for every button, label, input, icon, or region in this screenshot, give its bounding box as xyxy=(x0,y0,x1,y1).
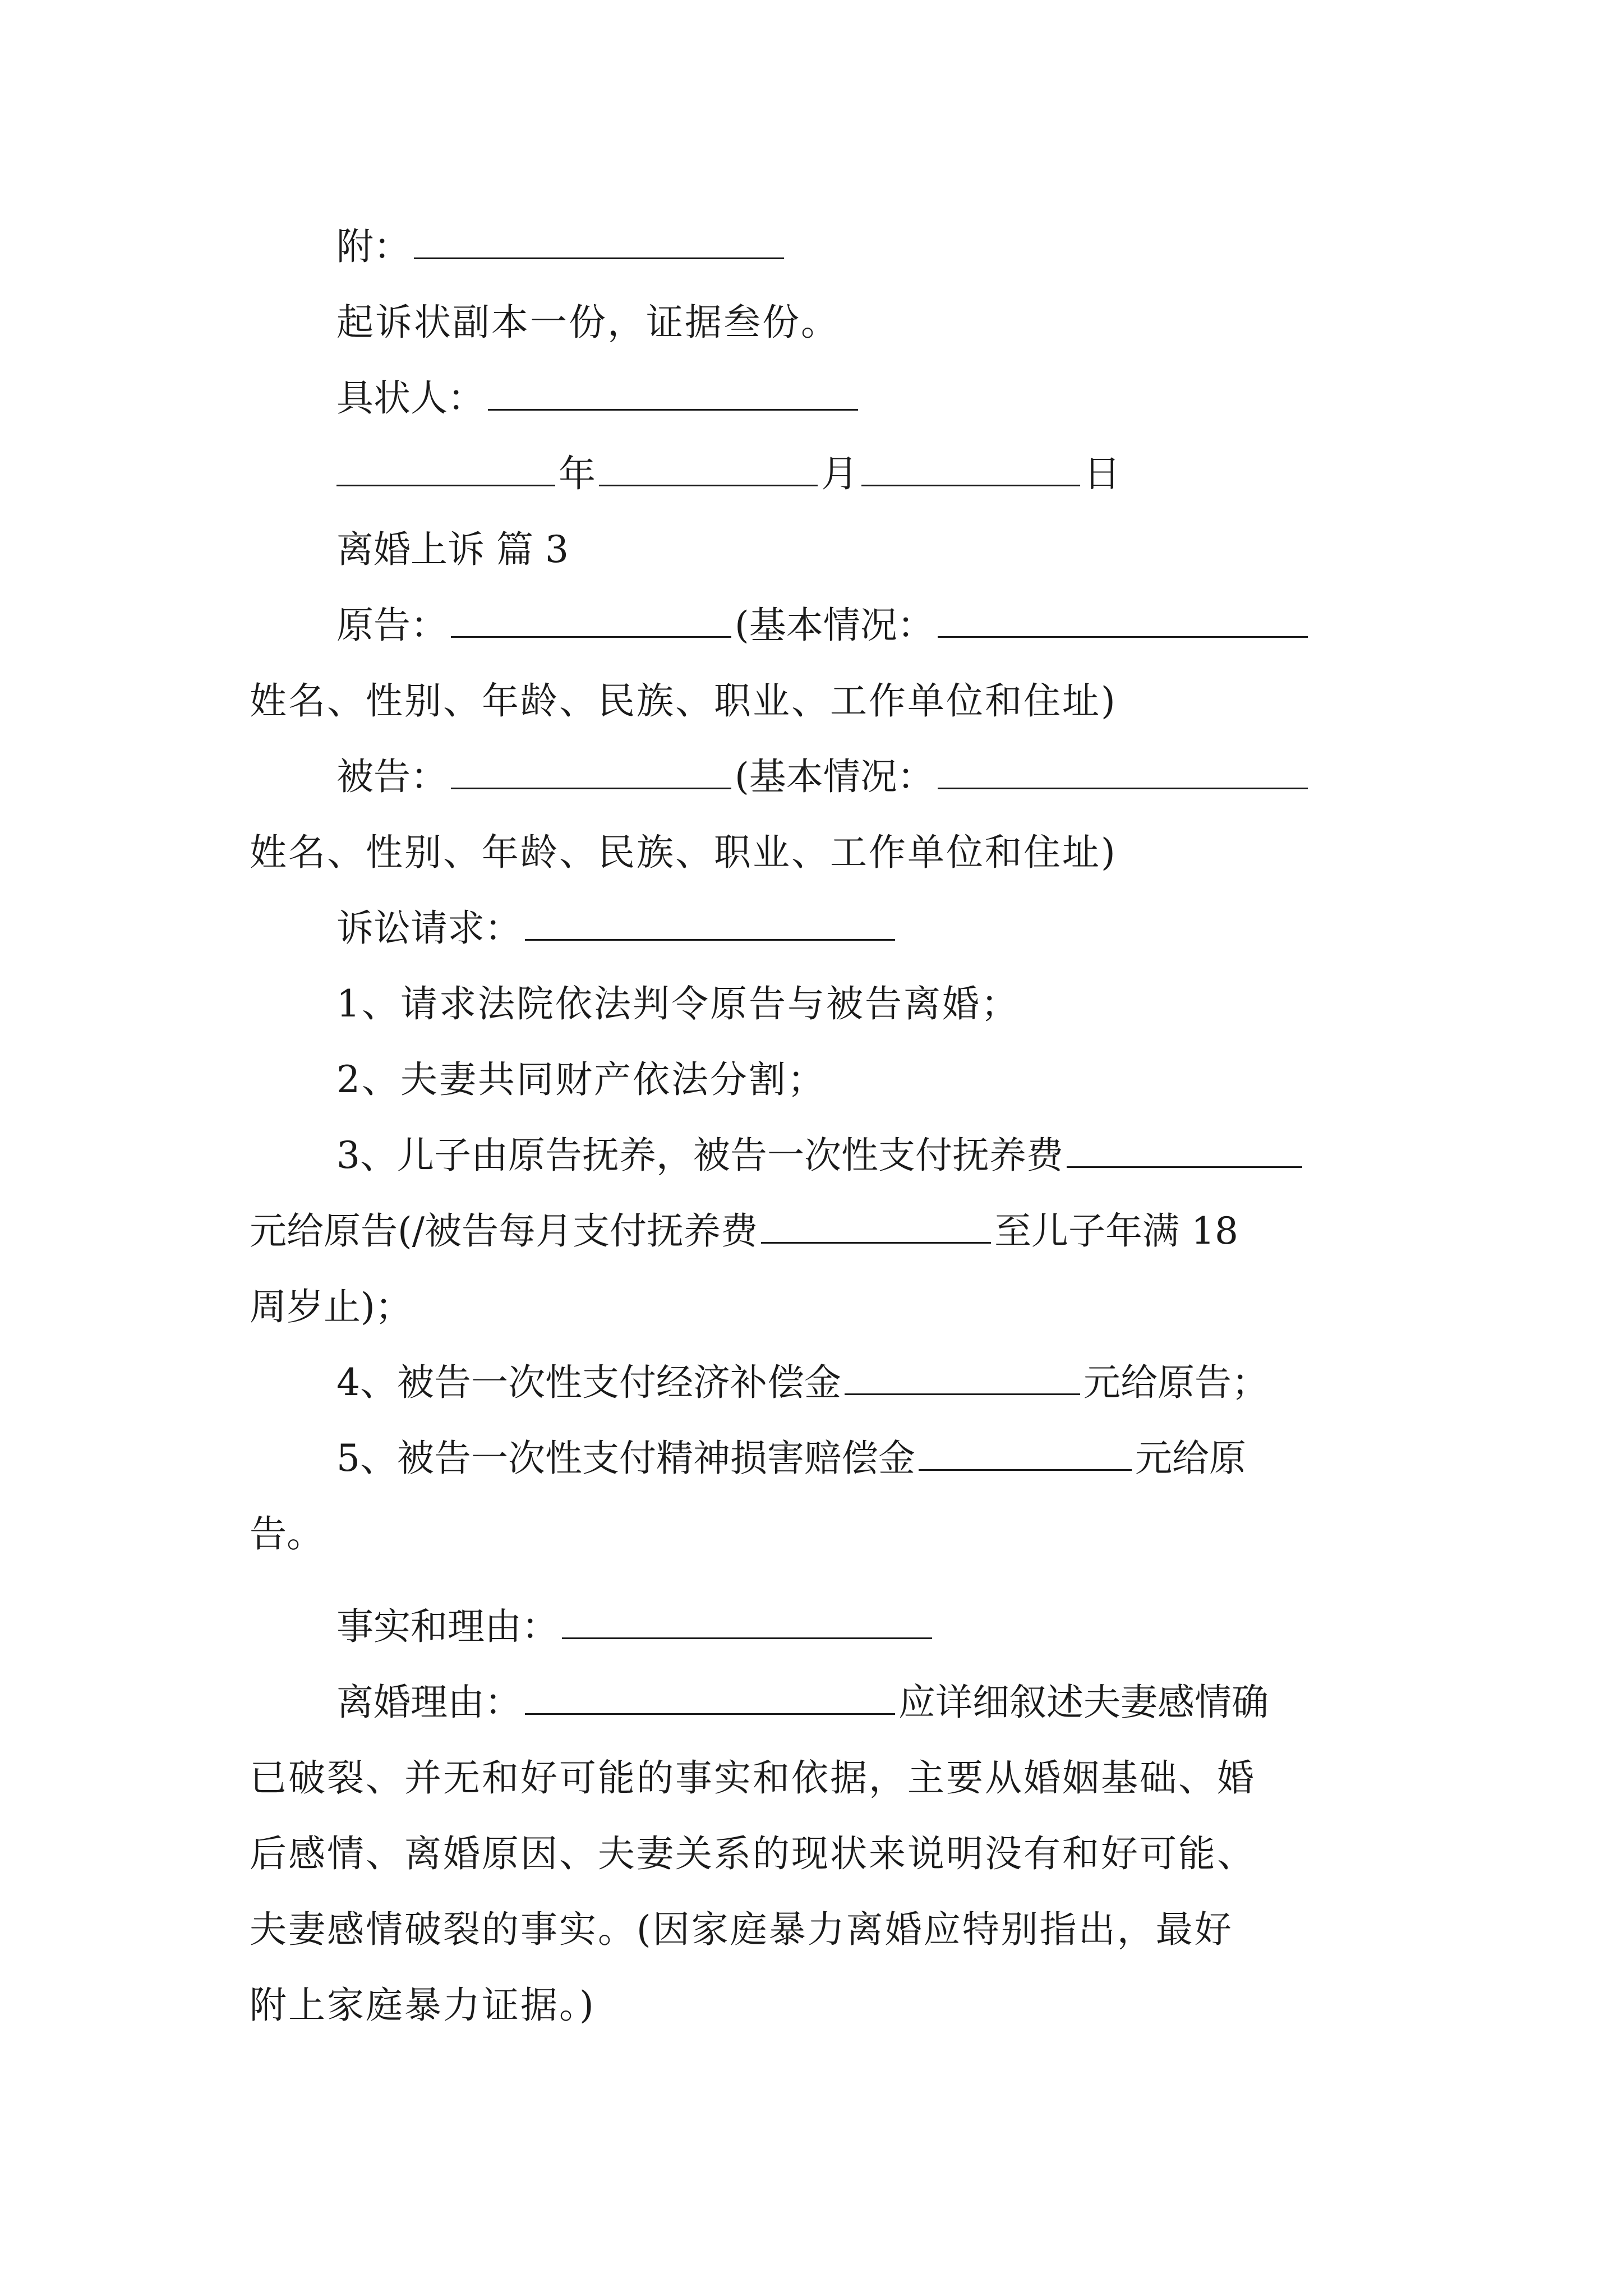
date-line xyxy=(336,449,1121,499)
claims-line xyxy=(336,903,898,954)
plaintiff-basic-cont: 姓名、性别、年龄、民族、职业、工作单位和住址) xyxy=(250,679,1117,723)
claims-blank xyxy=(525,904,895,941)
claim-4-line xyxy=(336,1358,1269,1408)
claim-5-line xyxy=(336,1433,1246,1484)
defendant-basic-blank xyxy=(938,753,1308,789)
defendant-basic-label: (基本情况： xyxy=(735,755,934,798)
reason-blank xyxy=(525,1678,895,1715)
plaintiff-basic-blank xyxy=(938,601,1308,638)
day-label: 日 xyxy=(1083,452,1121,495)
reason-label: 离婚理由： xyxy=(336,1681,522,1724)
claim-3-end: 周岁止)； xyxy=(250,1285,412,1328)
signer-line xyxy=(336,373,861,424)
defendant-label: 被告： xyxy=(336,755,448,798)
claim-4-text: 4、被告一次性支付经济补偿金 xyxy=(336,1361,841,1404)
plaintiff-label: 原告： xyxy=(336,604,448,647)
plaintiff-line xyxy=(336,600,1311,651)
reason-line xyxy=(336,1677,1269,1728)
facts-label: 事实和理由： xyxy=(336,1605,559,1648)
facts-line xyxy=(336,1602,935,1652)
monthly-fee-blank xyxy=(761,1207,991,1244)
signer-blank xyxy=(488,374,858,411)
signer-label: 具状人： xyxy=(336,376,485,420)
reason-cont-3: 夫妻感情破裂的事实。(因家庭暴力离婚应特别指出，最好 xyxy=(250,1908,1233,1951)
plaintiff-basic-label: (基本情况： xyxy=(735,604,934,647)
month-label: 月 xyxy=(821,452,858,495)
support-fee-blank xyxy=(1067,1131,1302,1168)
reason-cont-2: 后感情、离婚原因、夫妻关系的现状来说明没有和好可能、 xyxy=(250,1832,1256,1875)
claim-3-line xyxy=(336,1130,1306,1181)
year-blank xyxy=(336,450,555,486)
day-blank xyxy=(861,450,1080,486)
compensation-blank xyxy=(845,1359,1080,1395)
attachment-label: 附： xyxy=(336,225,411,268)
reason-text: 应详细叙述夫妻感情确 xyxy=(898,1681,1269,1724)
claim-5-text-2: 元给原 xyxy=(1135,1437,1246,1480)
defendant-basic-cont: 姓名、性别、年龄、民族、职业、工作单位和住址) xyxy=(250,831,1117,874)
defendant-name-blank xyxy=(451,753,731,789)
reason-cont-1: 已破裂、并无和好可能的事实和依据，主要从婚姻基础、婚 xyxy=(250,1756,1256,1800)
attachment-note: 起诉状副本一份，证据叁份。 xyxy=(336,301,840,344)
plaintiff-name-blank xyxy=(451,601,731,638)
reason-cont-4: 附上家庭暴力证据。) xyxy=(250,1984,596,2027)
claim-3-text: 3、儿子由原告抚养，被告一次性支付抚养费 xyxy=(336,1134,1063,1177)
claim-1: 1、请求法院依法判令原告与被告离婚； xyxy=(336,982,1020,1025)
section-title: 离婚上诉 篇 3 xyxy=(336,528,569,571)
year-label: 年 xyxy=(559,452,596,495)
claim-3-cont xyxy=(250,1206,1238,1257)
claim-5-text: 5、被告一次性支付精神损害赔偿金 xyxy=(336,1437,915,1480)
damages-blank xyxy=(919,1434,1132,1471)
attachment-blank xyxy=(414,223,784,259)
claim-5-end: 告。 xyxy=(250,1512,324,1556)
attachment-line xyxy=(336,222,787,272)
facts-blank xyxy=(562,1603,932,1639)
claim-4-text-2: 元给原告； xyxy=(1083,1361,1269,1404)
claim-3-cont-text-2: 至儿子年满 18 xyxy=(994,1209,1238,1253)
claim-2: 2、夫妻共同财产依法分割； xyxy=(336,1058,826,1101)
month-blank xyxy=(599,450,818,486)
defendant-line xyxy=(336,752,1311,802)
claims-label: 诉讼请求： xyxy=(336,907,522,950)
claim-3-cont-text: 元给原告(/被告每月支付抚养费 xyxy=(250,1209,758,1253)
